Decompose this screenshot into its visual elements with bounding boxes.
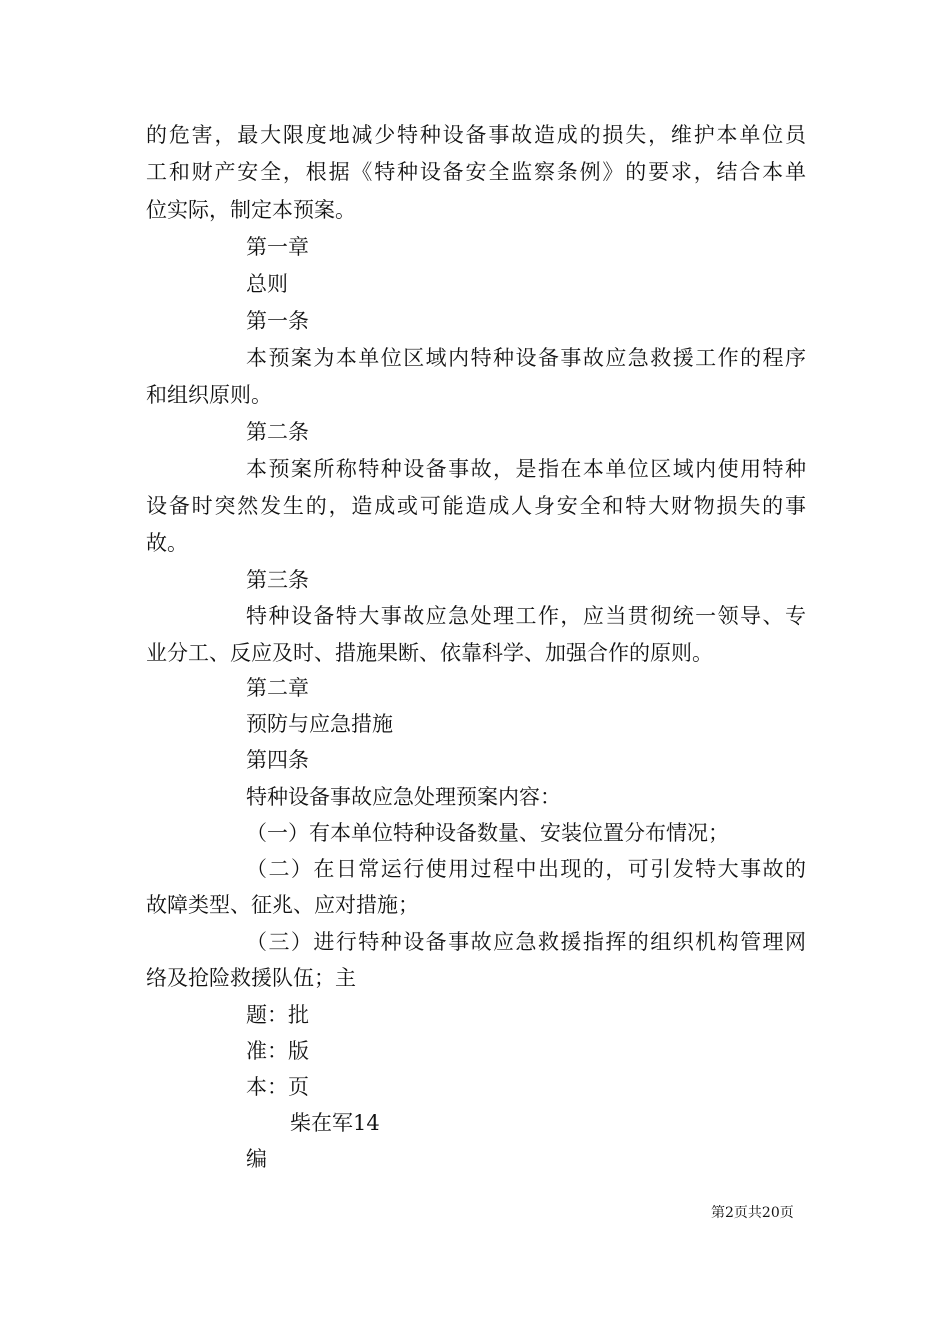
list-item-3-line-1: （三）进行特种设备事故应急救援指挥的组织机构管理网	[246, 930, 806, 954]
article-4-intro: 特种设备事故应急处理预案内容：	[246, 785, 561, 809]
intro-line-3: 位实际，制定本预案。	[146, 198, 356, 222]
article-3-text-line-2: 业分工、反应及时、措施果断、依靠科学、加强合作的原则。	[146, 641, 713, 665]
list-item-3-line-2: 络及抢险救援队伍；主	[146, 966, 356, 990]
article-1-text-line-2: 和组织原则。	[146, 383, 272, 407]
meta-line-5: 编	[246, 1147, 267, 1171]
chapter-1-title: 总则	[246, 272, 288, 296]
article-1-text-line-1: 本预案为本单位区域内特种设备事故应急救援工作的程序	[246, 346, 806, 370]
article-1-label: 第一条	[246, 309, 309, 333]
chapter-1-number: 第一章	[246, 235, 309, 259]
intro-line-2: 工和财产安全，根据《特种设备安全监察条例》的要求，结合本单	[146, 160, 806, 184]
article-4-label: 第四条	[246, 748, 309, 772]
page-number-footer: 第2页共20页	[711, 1205, 794, 1221]
list-item-2-line-1: （二）在日常运行使用过程中出现的，可引发特大事故的	[246, 857, 806, 881]
chapter-2-title: 预防与应急措施	[246, 712, 393, 736]
list-item-1: （一）有本单位特种设备数量、安装位置分布情况；	[246, 821, 729, 845]
article-2-text-line-1: 本预案所称特种设备事故，是指在本单位区域内使用特种	[246, 457, 806, 481]
meta-line-2: 准：版	[246, 1039, 309, 1063]
meta-line-3: 本：页	[246, 1075, 309, 1099]
list-item-2-line-2: 故障类型、征兆、应对措施；	[146, 893, 419, 917]
article-2-text-line-3: 故。	[146, 531, 188, 555]
chapter-2-number: 第二章	[246, 676, 309, 700]
meta-line-4: 柴在军14	[290, 1111, 380, 1135]
article-3-label: 第三条	[246, 568, 309, 592]
article-2-text-line-2: 设备时突然发生的，造成或可能造成人身安全和特大财物损失的事	[146, 494, 806, 518]
article-3-text-line-1: 特种设备特大事故应急处理工作，应当贯彻统一领导、专	[246, 604, 806, 628]
intro-line-1: 的危害，最大限度地减少特种设备事故造成的损失，维护本单位员	[146, 123, 806, 147]
meta-line-1: 题：批	[246, 1003, 309, 1027]
article-2-label: 第二条	[246, 420, 309, 444]
